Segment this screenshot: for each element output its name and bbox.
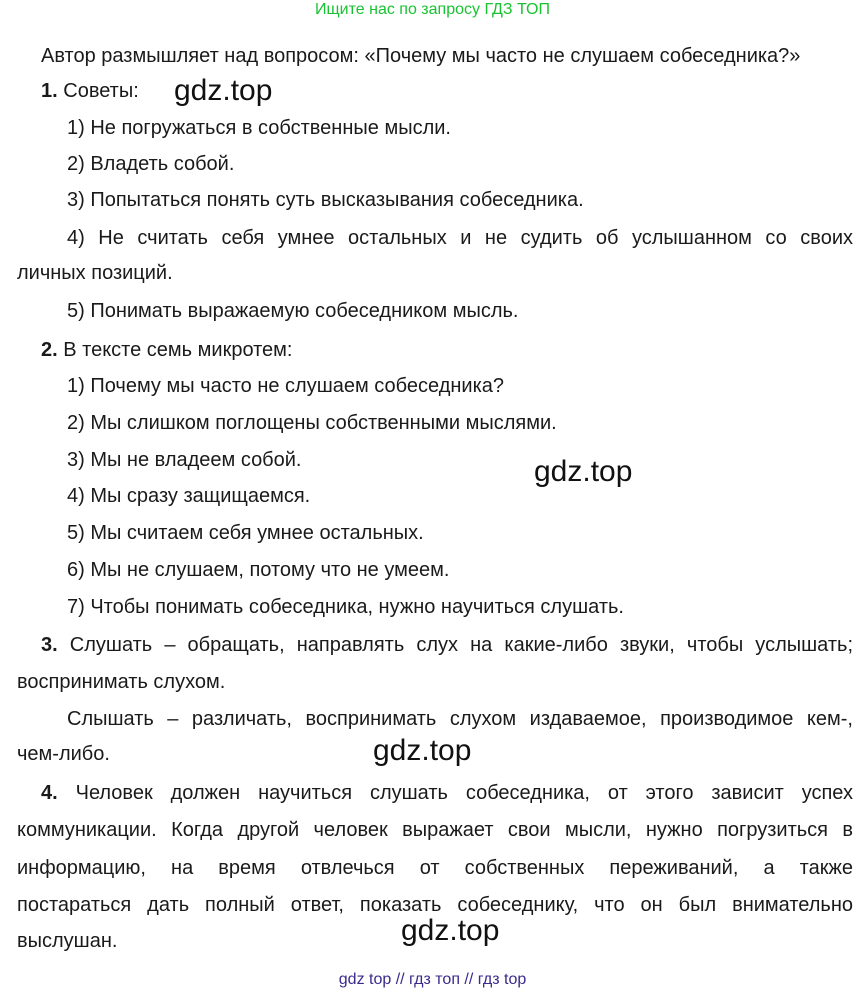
q1-heading: [41, 79, 139, 103]
q1-item: 2) Владеть собой.: [67, 153, 235, 175]
q2-item: 5) Мы считаем себя умнее остальных.: [67, 522, 424, 544]
q4-line: постараться дать полный ответ, показать собеседнику, что он был внимательно: [17, 894, 853, 916]
q1-item-continued: личных позиций.: [17, 262, 173, 284]
q3-line: воспринимать слухом.: [17, 671, 226, 693]
q1-item: 5) Понимать выражаемую собеседником мысль.: [67, 300, 519, 322]
q4-line: коммуникации. Когда другой человек выражает свои мысли, нужно погрузиться в: [17, 819, 853, 841]
top-banner: Ищите нас по запросу ГДЗ ТОП: [315, 1, 550, 18]
watermark: gdz.top: [534, 455, 633, 488]
q3-number: 3.: [41, 634, 58, 656]
q2-item: 3) Мы не владеем собой.: [67, 449, 302, 471]
q3-line: Слышать – различать, воспринимать слухом издаваемое, производимое кем-,: [67, 708, 853, 730]
q4-paragraph: [41, 781, 853, 805]
q1-number: 1.: [41, 80, 58, 102]
q2-item: 4) Мы сразу защищаемся.: [67, 485, 311, 507]
q3-line: чем-либо.: [17, 743, 110, 765]
q2-item: 6) Мы не слушаем, потому что не умеем.: [67, 559, 450, 581]
q2-heading: [41, 338, 293, 362]
q1-item: 3) Попытаться понять суть высказывания собеседника.: [67, 189, 584, 211]
watermark: gdz.top: [373, 734, 472, 767]
q1-item: 1) Не погружаться в собственные мысли.: [67, 117, 451, 139]
q4-number: 4.: [41, 782, 58, 804]
q2-item: 1) Почему мы часто не слушаем собеседника?: [67, 375, 505, 397]
q3-line: Слушать – обращать, направлять слух на какие-либо звуки, чтобы услышать;: [69, 634, 853, 656]
watermark: gdz.top: [401, 914, 500, 947]
footer: gdz top // гдз топ // гдз top: [338, 971, 527, 988]
q2-item: 7) Чтобы понимать собеседника, нужно научиться слушать.: [67, 596, 624, 618]
q2-number: 2.: [41, 339, 58, 361]
q4-line: выслушан.: [17, 930, 118, 952]
q1-title: Советы:: [63, 80, 139, 102]
q1-item: 4) Не считать себя умнее остальных и не судить об услышанном со своих: [67, 227, 853, 249]
watermark: gdz.top: [174, 74, 273, 107]
intro-text: Автор размышляет над вопросом: «Почему мы часто не слушаем собеседника?»: [41, 45, 801, 67]
q4-line: Человек должен научиться слушать собеседника, от этого зависит успех: [75, 782, 853, 804]
q2-item: 2) Мы слишком поглощены собственными мыслями.: [67, 412, 557, 434]
q3-paragraph-1: [41, 633, 853, 657]
q4-line: информацию, на время отвлечься от собственных переживаний, а также: [17, 857, 853, 879]
q2-title: В тексте семь микротем:: [63, 339, 293, 361]
